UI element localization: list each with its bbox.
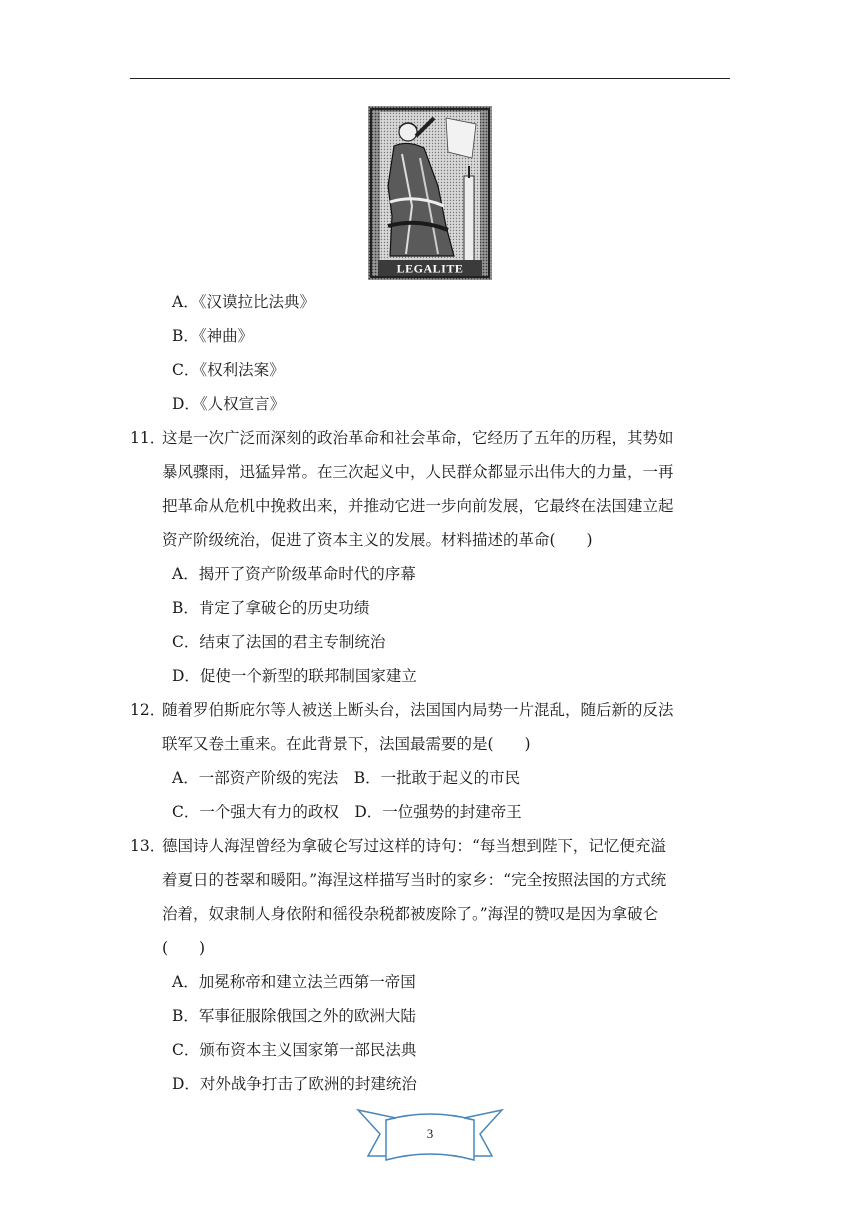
q13-option-a: A．加冕称帝和建立法兰西第一帝国 xyxy=(172,973,416,991)
q13-option-d: D．对外战争打击了欧洲的封建统治 xyxy=(172,1075,417,1093)
q11-number: 11． xyxy=(130,429,166,447)
q13-stem-line-2: 着夏日的苍翠和暖阳。”海涅这样描写当时的家乡：“完全按照法国的方式统 xyxy=(162,871,667,889)
q13-stem-line-3: 治着，奴隶制人身依附和徭役杂税都被废除了。”海涅的赞叹是因为拿破仑 xyxy=(162,905,659,923)
q11-stem-line-4: 资产阶级统治，促进了资本主义的发展。材料描述的革命( ) xyxy=(162,531,593,549)
q13-option-b: B．军事征服除俄国之外的欧洲大陆 xyxy=(172,1007,416,1025)
q13-stem-line-4: ( ) xyxy=(162,939,206,957)
legalite-engraving-image xyxy=(368,106,492,280)
q11-stem-line-3: 把革命从危机中挽救出来，并推动它进一步向前发展，它最终在法国建立起 xyxy=(162,497,674,515)
q10-option-d: D．《人权宣言》 xyxy=(172,395,286,413)
figure-caption: LEGALITE xyxy=(396,261,464,276)
q12-stem-line-2: 联军又卷土重来。在此背景下，法国最需要的是( ) xyxy=(162,735,531,753)
q12-options-ab: A．一部资产阶级的宪法 B．一批敢于起义的市民 xyxy=(172,769,521,787)
q11-option-a: A．揭开了资产阶级革命时代的序幕 xyxy=(172,565,416,583)
q12-number: 12． xyxy=(130,701,166,719)
q12-stem-line-1: 随着罗伯斯庇尔等人被送上断头台，法国国内局势一片混乱，随后新的反法 xyxy=(162,701,674,719)
q10-option-a: A．《汉谟拉比法典》 xyxy=(172,293,315,311)
q11-option-c: C．结束了法国的君主专制统治 xyxy=(172,633,386,651)
q13-number: 13． xyxy=(130,837,166,855)
q13-option-c: C．颁布资本主义国家第一部民法典 xyxy=(172,1041,417,1059)
q11-option-d: D．促使一个新型的联邦制国家建立 xyxy=(172,667,417,685)
q10-option-c: C．《权利法案》 xyxy=(172,361,285,379)
header-rule xyxy=(130,78,730,79)
q10-option-b: B．《神曲》 xyxy=(172,327,254,345)
q11-stem-line-1: 这是一次广泛而深刻的政治革命和社会革命，它经历了五年的历程，其势如 xyxy=(162,429,674,447)
q11-option-b: B．肯定了拿破仑的历史功绩 xyxy=(172,599,370,617)
q13-stem-line-1: 德国诗人海涅曾经为拿破仑写过这样的诗句：“每当想到陛下，记忆便充溢 xyxy=(162,837,666,855)
q12-options-cd: C．一个强大有力的政权 D．一位强势的封建帝王 xyxy=(172,803,522,821)
q11-stem-line-2: 暴风骤雨，迅猛异常。在三次起义中，人民群众都显示出伟大的力量，一再 xyxy=(162,463,674,481)
page-number: 3 xyxy=(426,1126,434,1141)
